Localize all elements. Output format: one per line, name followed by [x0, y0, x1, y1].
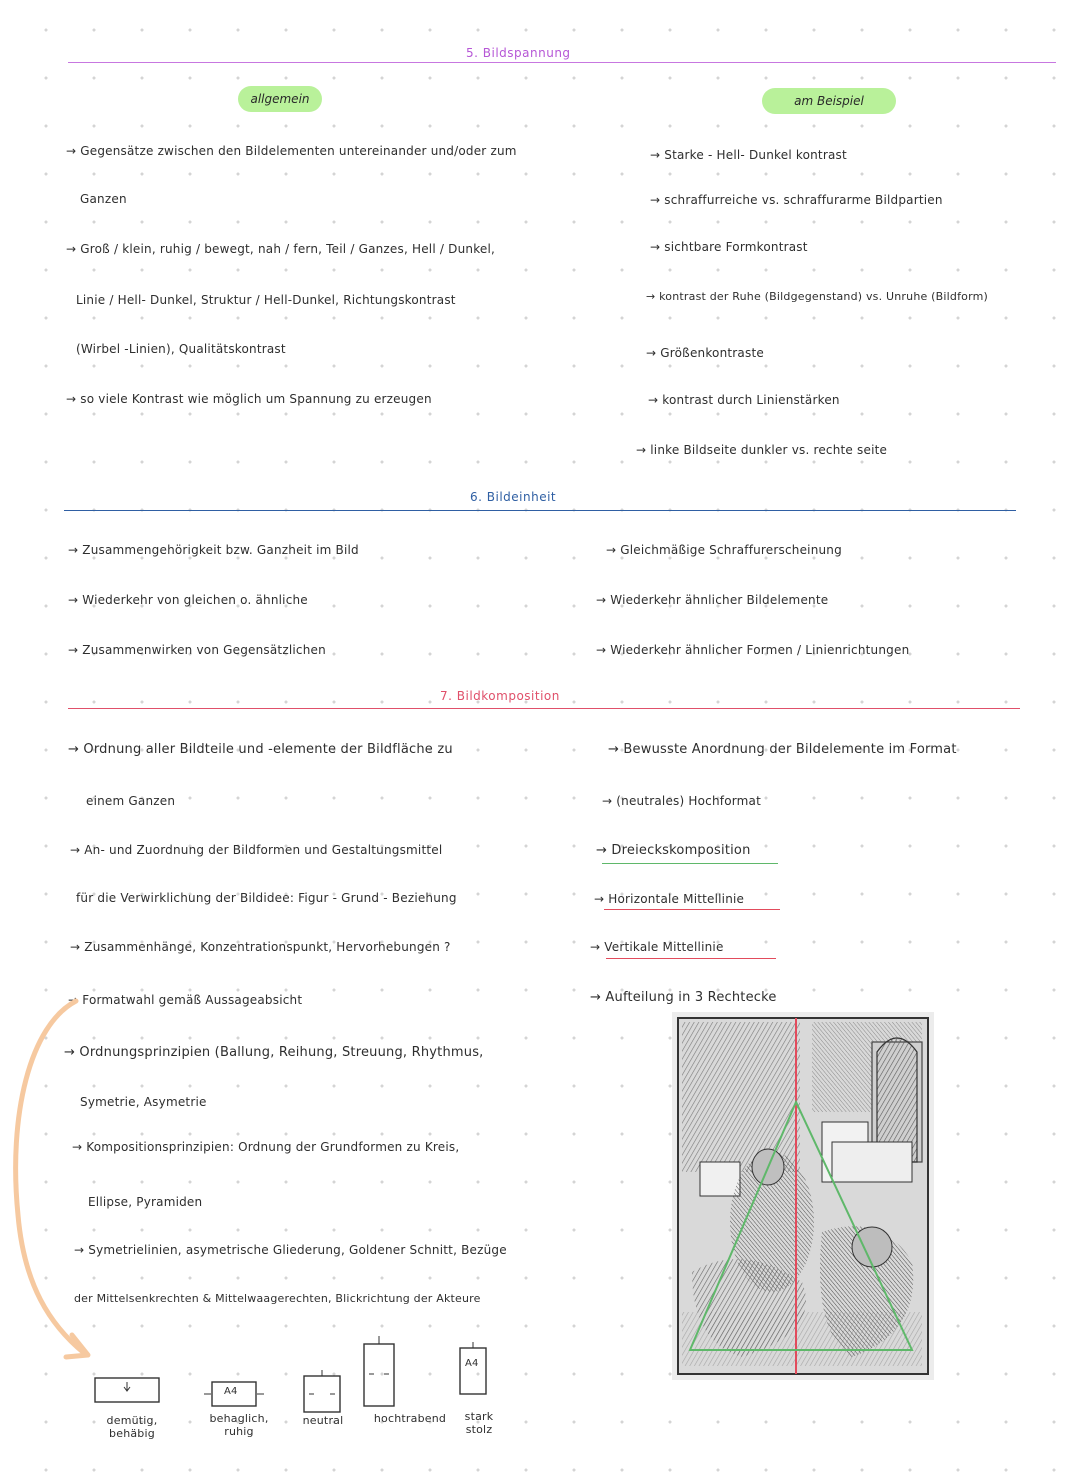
note-line: Ellipse, Pyramiden: [88, 1195, 203, 1209]
section-7-title: 7. Bildkomposition: [440, 689, 560, 703]
format-portrait-a4-icon: [456, 1340, 492, 1402]
note-line: → sichtbare Formkontrast: [650, 240, 808, 254]
format-label: behaglich, ruhig: [209, 1412, 269, 1438]
red-underline: [606, 958, 776, 959]
note-line: Ganzen: [80, 192, 127, 206]
section-7-rule: [68, 708, 1020, 709]
green-underline: [602, 863, 778, 864]
section-6-title: 6. Bildeinheit: [470, 490, 557, 504]
note-line: → Aufteilung in 3 Rechtecke: [590, 990, 777, 1005]
note-line: für die Verwirklichung der Bildidee: Figur - Grund - Beziehung: [76, 891, 457, 905]
format-label: hochtrabend: [373, 1412, 447, 1425]
format-label: demütig, behäbig: [106, 1414, 158, 1440]
curved-arrow-icon: [10, 995, 100, 1365]
red-underline: [604, 909, 780, 910]
format-square-icon: [300, 1368, 344, 1416]
note-line: → Horizontale Mittellinie: [594, 892, 745, 906]
note-line: → Ordnungsprinzipien (Ballung, Reihung, Streuung, Rhythmus,: [64, 1045, 484, 1060]
woodcut-artwork: [672, 1012, 934, 1380]
note-line: Symetrie, Asymetrie: [80, 1095, 207, 1109]
note-line: (Wirbel -Linien), Qualitätskontrast: [76, 342, 286, 356]
section-5-rule: [68, 62, 1056, 63]
format-inner-label: A4: [224, 1386, 238, 1397]
note-line: → kontrast der Ruhe (Bildgegenstand) vs. Unruhe (Bildform): [646, 290, 989, 303]
note-line: → Gegensätze zwischen den Bildelementen untereinander und/oder zum: [66, 144, 517, 158]
format-label: neutral: [302, 1414, 344, 1427]
note-line: → Formatwahl gemäß Aussageabsicht: [68, 993, 303, 1007]
note-line: → kontrast durch Linienstärken: [648, 393, 840, 407]
note-line: → Groß / klein, ruhig / bewegt, nah / fern, Teil / Ganzes, Hell / Dunkel,: [66, 242, 496, 256]
note-line: Linie / Hell- Dunkel, Struktur / Hell-Dunkel, Richtungskontrast: [76, 293, 456, 307]
note-line: → Kompositionsprinzipien: Ordnung der Grundformen zu Kreis,: [72, 1140, 460, 1154]
note-line: → Wiederkehr von gleichen o. ähnliche: [68, 593, 308, 607]
note-line: → Größenkontraste: [646, 346, 764, 360]
note-line: der Mittelsenkrechten & Mittelwaagerechten, Blickrichtung der Akteure: [74, 1292, 481, 1305]
note-line: → linke Bildseite dunkler vs. rechte seite: [636, 443, 888, 457]
format-label: stark stolz: [464, 1410, 494, 1436]
note-line: → Wiederkehr ähnlicher Formen / Linienrichtungen: [596, 643, 910, 657]
note-line: → schraffurreiche vs. schraffurarme Bildpartien: [650, 193, 943, 207]
note-line: → Zusammenwirken von Gegensätzlichen: [68, 643, 326, 657]
note-line: → Gleichmäßige Schraffurerscheinung: [606, 543, 842, 557]
section-6-rule: [64, 510, 1016, 511]
note-line: → Vertikale Mittellinie: [590, 940, 724, 954]
note-line: → Starke - Hell- Dunkel kontrast: [650, 148, 847, 162]
note-line: → Symetrielinien, asymetrische Gliederung, Goldener Schnitt, Bezüge: [74, 1243, 507, 1257]
note-line: → Zusammengehörigkeit bzw. Ganzheit im Bild: [68, 543, 359, 557]
format-inner-label: A4: [465, 1358, 479, 1369]
note-line: → Zusammenhänge, Konzentrationspunkt, Hervorhebungen ?: [70, 940, 451, 954]
note-line: → Bewusste Anordnung der Bildelemente im Format: [608, 742, 957, 757]
column-label-am-beispiel: am Beispiel: [762, 88, 896, 114]
note-line: → An- und Zuordnung der Bildformen und Gestaltungsmittel: [70, 843, 443, 857]
note-line: → (neutrales) Hochformat: [602, 794, 762, 808]
note-line: → Wiederkehr ähnlicher Bildelemente: [596, 593, 829, 607]
note-line: einem Ganzen: [86, 794, 176, 808]
note-line: → Ordnung aller Bildteile und -elemente der Bildfläche zu: [68, 742, 453, 757]
note-line: → so viele Kontrast wie möglich um Spannung zu erzeugen: [66, 392, 432, 406]
note-line: → Dreieckskomposition: [596, 843, 751, 858]
format-landscape-wide-icon: [92, 1372, 164, 1408]
column-label-allgemein: allgemein: [238, 86, 322, 112]
section-5-title: 5. Bildspannung: [466, 46, 571, 60]
format-portrait-tall-icon: [360, 1334, 400, 1410]
